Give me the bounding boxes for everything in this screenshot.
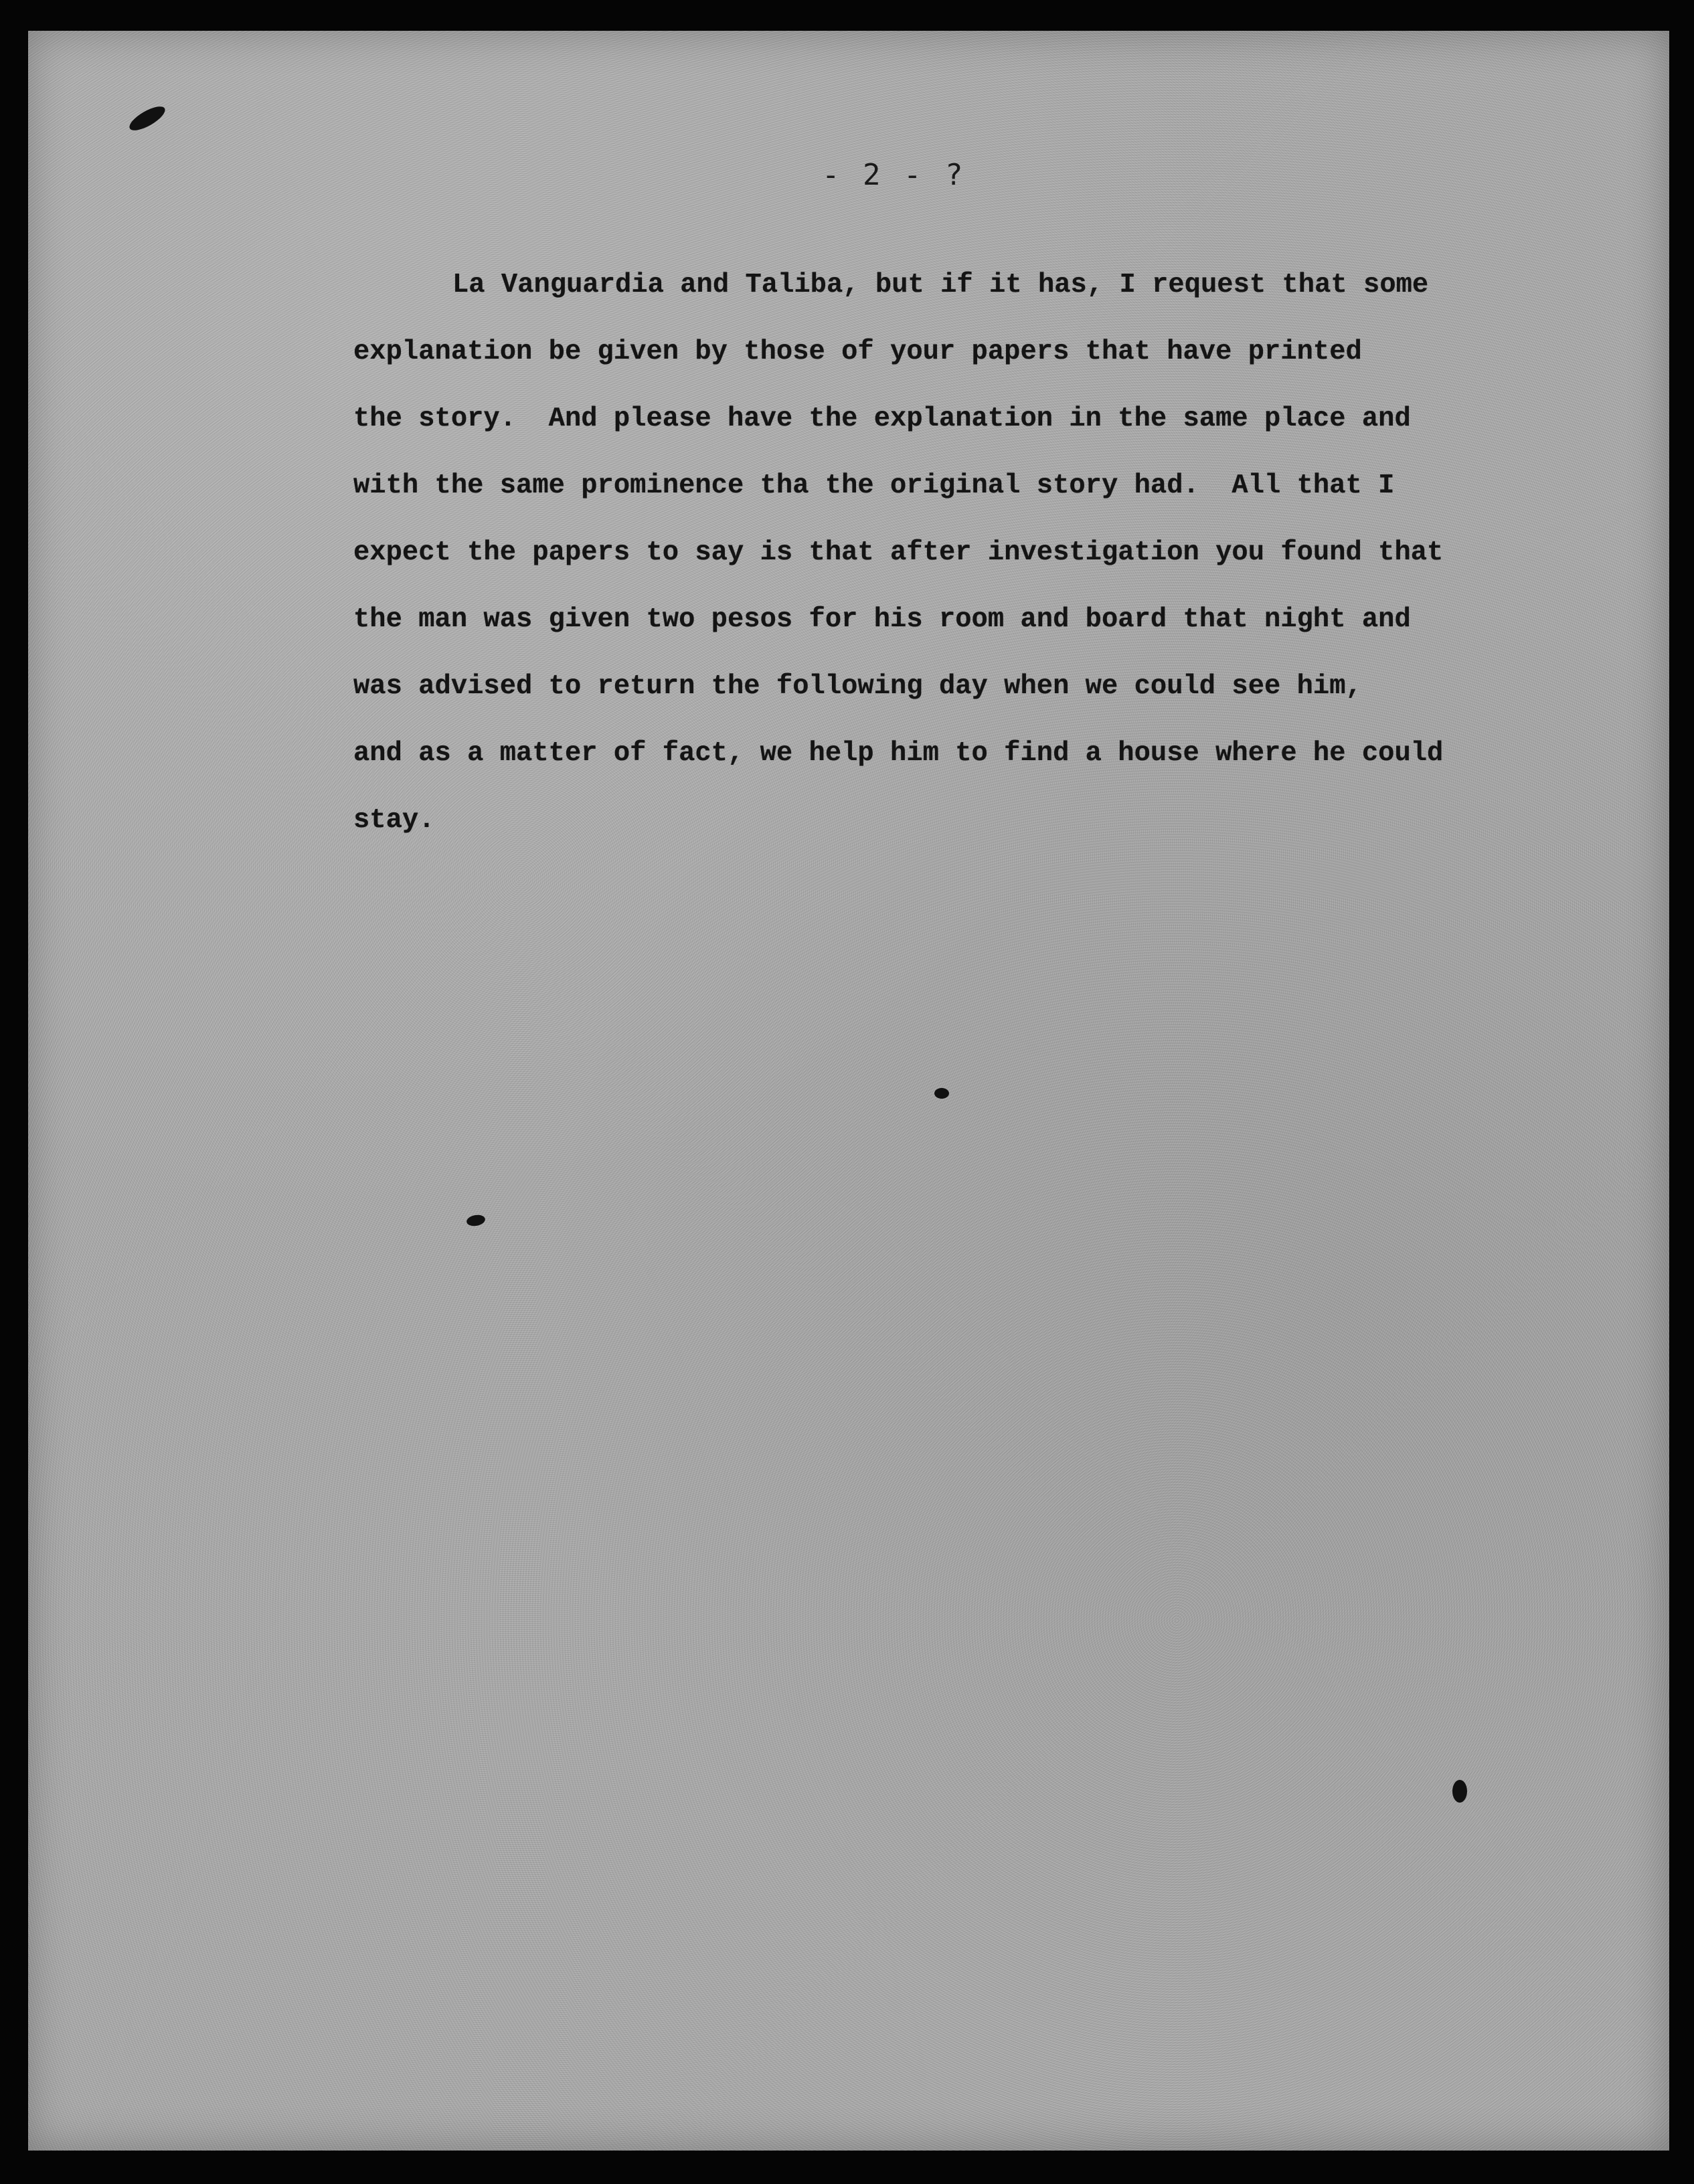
text-line: stay. bbox=[353, 805, 435, 836]
margin-mark: ? bbox=[945, 158, 963, 192]
text-line: explanation be given by those of your papers that have printed bbox=[353, 337, 1362, 367]
text-line: was advised to return the following day when we could see him, bbox=[353, 671, 1362, 702]
ink-blot bbox=[126, 102, 169, 134]
letter-body bbox=[353, 252, 1531, 854]
text-line: the story. And please have the explanation in the same place and bbox=[353, 403, 1411, 434]
page-number: - 2 - bbox=[822, 158, 924, 192]
text-line: expect the papers to say is that after investigation you found that bbox=[353, 537, 1444, 568]
text-line: and as a matter of fact, we help him to find a house where he could bbox=[353, 738, 1444, 769]
text-line: La Vanguardia and Taliba, but if it has, I request that some bbox=[452, 270, 1429, 300]
ink-blot bbox=[1452, 1780, 1467, 1803]
ink-blot bbox=[466, 1214, 486, 1228]
text-line: with the same prominence tha the original story had. All that I bbox=[353, 470, 1395, 501]
ink-blot bbox=[934, 1088, 949, 1099]
text-line: the man was given two pesos for his room and board that night and bbox=[353, 604, 1411, 635]
